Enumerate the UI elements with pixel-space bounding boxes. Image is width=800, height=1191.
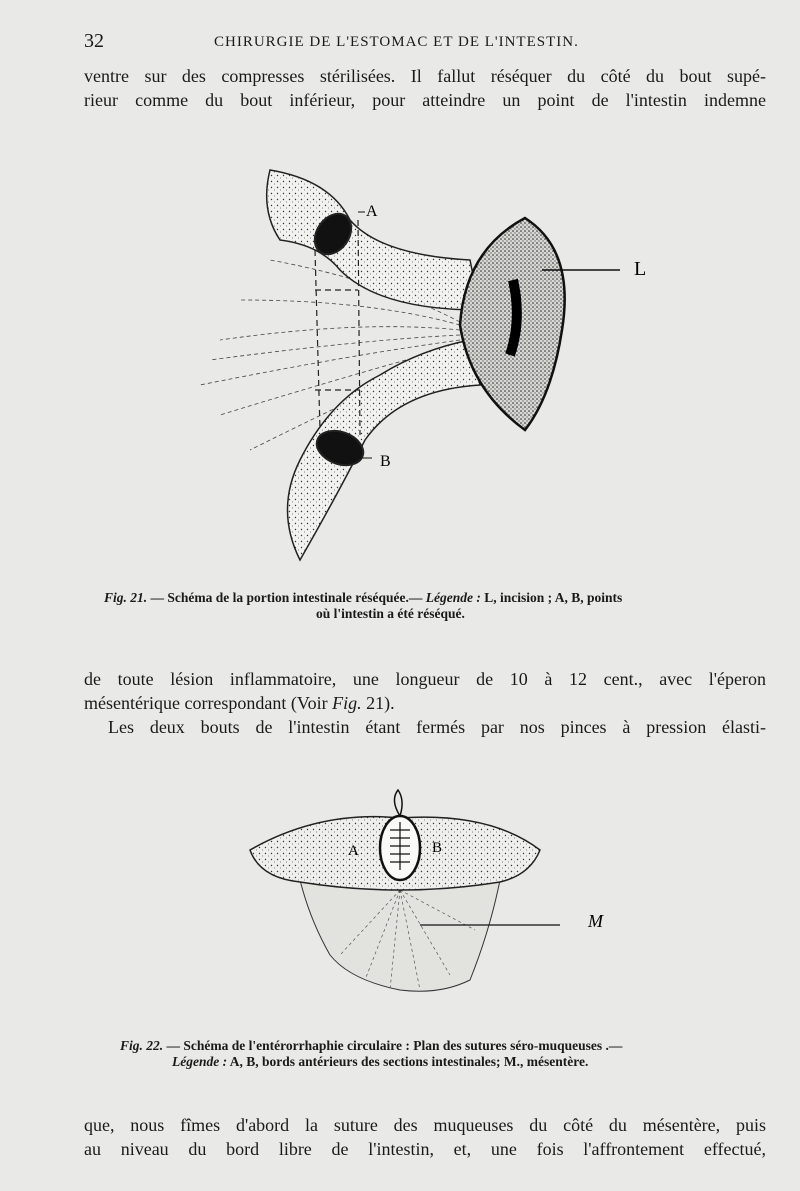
- paragraph-1-line-1: ventre sur des compresses stérilisées. Il fallut réséquer du côté du bout supé-: [84, 66, 766, 86]
- figure-21-legend-text: L, incision ; A, B, points: [480, 590, 623, 605]
- mesentery: [300, 880, 500, 991]
- label-a: A: [366, 203, 378, 220]
- page-header: [84, 30, 764, 56]
- paragraph-2: [84, 667, 766, 739]
- paragraph-2-line-2a: mésentérique correspondant (Voir: [84, 693, 333, 713]
- suture-thread: [394, 790, 402, 816]
- label-a-22: A: [348, 843, 359, 859]
- figure-21-illustration: [180, 150, 680, 570]
- running-title: CHIRURGIE DE L'ESTOMAC ET DE L'INTESTIN.: [214, 34, 579, 50]
- page-number: 32: [84, 30, 104, 52]
- figure-22-illustration: [240, 780, 640, 1010]
- label-b: B: [380, 453, 391, 470]
- upper-intestine-loop: [267, 170, 480, 310]
- paragraph-2-line-2b: 21).: [361, 693, 395, 713]
- paragraph-2-line-3: Les deux bouts de l'intestin étant fermés par nos pinces à pression élasti-: [108, 717, 766, 737]
- paragraph-1-line-2: rieur comme du bout inférieur, pour atteindre un point de l'intestin indemne: [84, 90, 766, 110]
- figure-22-number: Fig. 22.: [120, 1038, 164, 1053]
- label-b-22: B: [432, 840, 443, 856]
- figure-22-caption: [120, 1038, 622, 1070]
- paragraph-1: [84, 64, 766, 112]
- figure-22-legend-text: A, B, bords antérieurs des sections intestinales; M., mésentère.: [227, 1054, 589, 1069]
- paragraph-2-line-1: de toute lésion inflammatoire, une longueur de 10 à 12 cent., avec l'éperon: [84, 669, 766, 689]
- figure-reference: Fig.: [332, 693, 362, 713]
- paragraph-3-line-1: que, nous fîmes d'abord la suture des muqueuses du côté du mésentère, puis: [84, 1115, 766, 1135]
- figure-21-caption: [104, 590, 622, 622]
- paragraph-3-line-2: au niveau du bord libre de l'intestin, et, une fois l'affrontement effectué,: [84, 1139, 766, 1159]
- label-m: M: [588, 911, 603, 931]
- figure-22-title: — Schéma de l'entérorrhaphie circulaire : Plan des sutures séro-muqueuses .—: [163, 1038, 623, 1053]
- label-l: L: [634, 258, 647, 280]
- figure-21-caption-line-2: où l'intestin a été réséqué.: [316, 606, 465, 621]
- figure-21-number: Fig. 21.: [104, 590, 148, 605]
- figure-21-legend-label: Légende :: [425, 590, 481, 605]
- figure-21-title: — Schéma de la portion intestinale réséquée.—: [147, 590, 426, 605]
- figure-22-legend-label: Légende :: [172, 1054, 228, 1069]
- paragraph-3: [84, 1113, 766, 1161]
- lower-intestine-loop: [288, 340, 481, 560]
